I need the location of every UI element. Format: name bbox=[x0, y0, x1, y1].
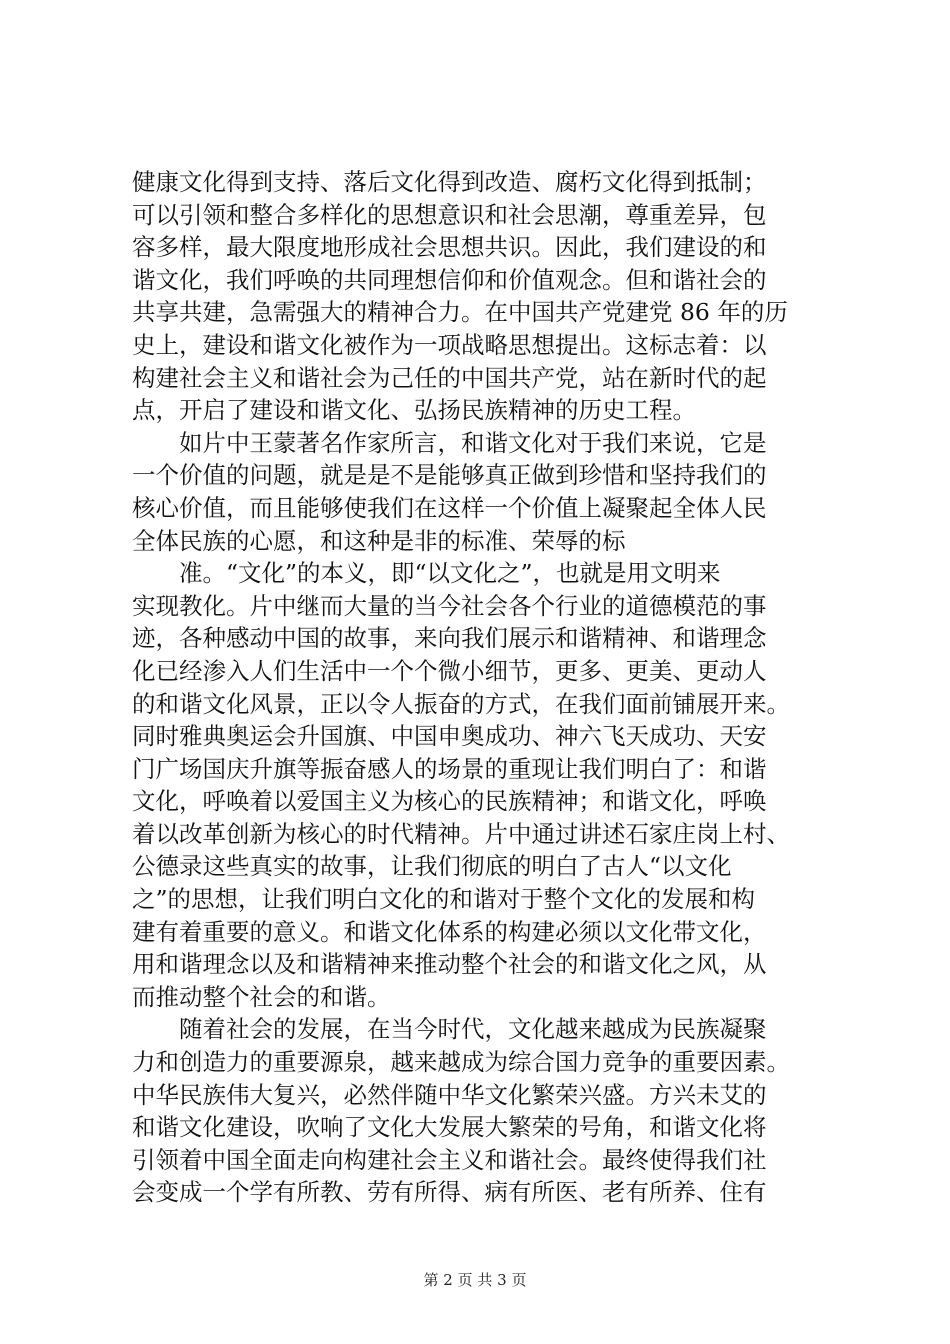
text-line: 的和谐文化风景，正以令人振奋的方式，在我们面前铺展开来。 bbox=[132, 689, 790, 718]
text-line: 和谐文化建设，吹响了文化大发展大繁荣的号角，和谐文化将 bbox=[132, 1113, 767, 1142]
text-line: 谐文化，我们呼唤的共同理想信仰和价值观念。但和谐社会的 bbox=[132, 265, 767, 294]
text-line: 准。“文化”的本义，即“以文化之”，也就是用文明来 bbox=[179, 559, 721, 588]
text-line: 化已经渗入人们生活中一个个微小细节，更多、更美、更动人 bbox=[132, 656, 767, 685]
text-line: 文化，呼唤着以爱国主义为核心的民族精神；和谐文化，呼唤 bbox=[132, 787, 767, 816]
text-line: 可以引领和整合多样化的思想意识和社会思潮，尊重差异，包 bbox=[132, 200, 767, 229]
text-line: 如片中王蒙著名作家所言，和谐文化对于我们来说，它是 bbox=[179, 428, 767, 457]
text-line: 实现教化。片中继而大量的当今社会各个行业的道德模范的事 bbox=[132, 591, 767, 620]
text-line: 核心价值，而且能够使我们在这样一个价值上凝聚起全体人民 bbox=[132, 493, 767, 522]
document-body bbox=[132, 166, 842, 1209]
text-line: 中华民族伟大复兴，必然伴随中华文化繁荣兴盛。方兴未艾的 bbox=[132, 1080, 767, 1109]
text-line: 而推动整个社会的和谐。 bbox=[132, 982, 391, 1011]
text-line: 引领着中国全面走向构建社会主义和谐社会。最终使得我们社 bbox=[132, 1145, 767, 1174]
text-line: 用和谐理念以及和谐精神来推动整个社会的和谐文化之风，从 bbox=[132, 950, 767, 979]
text-line: 公德录这些真实的故事，让我们彻底的明白了古人“以文化 bbox=[132, 852, 732, 881]
text-line: 之”的思想，让我们明白文化的和谐对于整个文化的发展和构 bbox=[132, 885, 756, 914]
text-line: 容多样，最大限度地形成社会思想共识。因此，我们建设的和 bbox=[132, 233, 767, 262]
text-line: 着以改革创新为核心的时代精神。片中通过讲述石家庄岗上村、 bbox=[132, 819, 790, 848]
text-line: 共享共建，急需强大的精神合力。在中国共产党建党 86 年的历 bbox=[132, 298, 788, 327]
text-line: 一个价值的问题，就是是不是能够真正做到珍惜和坚持我们的 bbox=[132, 461, 767, 490]
text-line: 建有着重要的意义。和谐文化体系的构建必须以文化带文化， bbox=[132, 917, 767, 946]
text-line: 迹，各种感动中国的故事，来向我们展示和谐精神、和谐理念 bbox=[132, 624, 767, 653]
text-line: 点，开启了建设和谐文化、弘扬民族精神的历史工程。 bbox=[132, 396, 696, 425]
text-line: 力和创造力的重要源泉，越来越成为综合国力竞争的重要因素。 bbox=[132, 1048, 790, 1077]
text-line: 会变成一个学有所教、劳有所得、病有所医、老有所养、住有 bbox=[132, 1178, 767, 1207]
text-line: 门广场国庆升旗等振奋感人的场景的重现让我们明白了：和谐 bbox=[132, 754, 767, 783]
page-footer bbox=[0, 1270, 950, 1290]
text-line: 构建社会主义和谐社会为己任的中国共产党，站在新时代的起 bbox=[132, 363, 767, 392]
text-line: 史上，建设和谐文化被作为一项战略思想提出。这标志着：以 bbox=[132, 330, 767, 359]
text-line: 健康文化得到支持、落后文化得到改造、腐朽文化得到抵制； bbox=[132, 168, 767, 196]
text-line: 全体民族的心愿，和这种是非的标准、荣辱的标 bbox=[132, 526, 626, 555]
text-line: 同时雅典奥运会升国旗、中国申奥成功、神六飞天成功、天安 bbox=[132, 722, 767, 751]
text-line: 随着社会的发展，在当今时代，文化越来越成为民族凝聚 bbox=[179, 1015, 767, 1044]
page-number-label: 第 2 页 共 3 页 bbox=[423, 1271, 527, 1289]
